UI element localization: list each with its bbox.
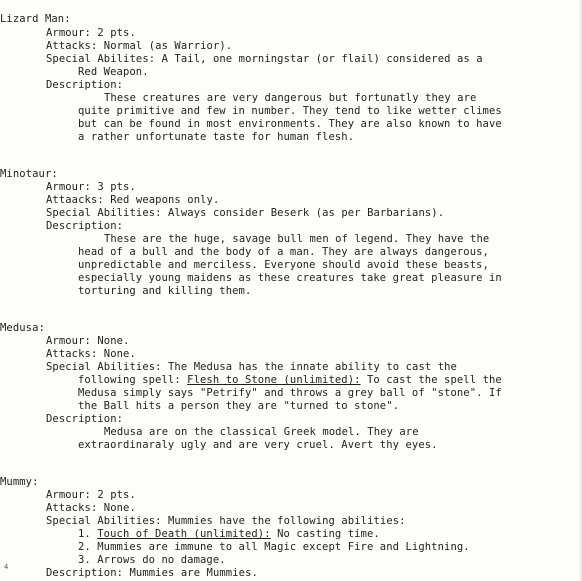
entry-title-medusa: Medusa: [0, 322, 45, 334]
lizard-man-description-line: quite primitive and few in number. They tend to like wetter climes [78, 105, 502, 117]
lizard-man-description-label: Description: [46, 79, 124, 91]
medusa-special-abilities-cont: Medusa simply says "Petrify" and throws a grey ball of "stone". If [78, 387, 502, 399]
medusa-armour: Armour: None. [46, 335, 130, 347]
lizard-man-special-abilities: Special Abilites: A Tail, one morningstar (or flail) considered as a [46, 53, 483, 65]
minotaur-special-abilities: Special Abilities: Always consider Beserk (as per Barbarians). [46, 207, 445, 219]
mummy-armour: Armour: 2 pts. [46, 489, 136, 501]
medusa-spell-suffix: To cast the spell the [360, 374, 502, 386]
minotaur-description-label: Description: [46, 220, 124, 232]
mummy-ability-suffix: No casting time. [270, 528, 380, 540]
minotaur-description-line: These are the huge, savage bull men of legend. They have the [104, 233, 490, 245]
lizard-man-description-line: but can be found in most environments. They are also known to have [78, 118, 502, 130]
medusa-description-line: extraordinaraly ugly and are very cruel. Avert thy eyes. [78, 439, 438, 451]
medusa-special-abilities-cont: the Ball hits a person they are "turned to stone". [78, 400, 400, 412]
minotaur-description-line: torturing and killing them. [78, 285, 252, 297]
mummy-attacks: Attacks: None. [46, 502, 136, 514]
lizard-man-description-line: a rather unfortunate taste for human flesh. [78, 131, 355, 143]
mummy-description: Description: Mummies are Mummies. [46, 567, 258, 579]
minotaur-description-line: especially young maidens as these creatures take great pleasure in [78, 272, 502, 284]
medusa-special-abilities: Special Abilities: The Medusa has the innate ability to cast the [46, 361, 457, 373]
lizard-man-armour: Armour: 2 pts. [46, 27, 136, 39]
mummy-ability-item: 3. Arrows do no damage. [78, 554, 226, 566]
minotaur-description-line: unpredictable and merciless. Everyone should avoid these beasts, [78, 259, 489, 271]
medusa-special-abilities-spell-line [78, 374, 502, 387]
entry-title-mummy: Mummy: [0, 476, 39, 488]
medusa-description-line: Medusa are on the classical Greek model. They are [104, 426, 419, 438]
lizard-man-special-abilities-cont: Red Weapon. [78, 66, 149, 78]
entry-title-lizard-man: Lizard Man: [0, 13, 71, 25]
minotaur-armour: Armour: 3 pts. [46, 181, 136, 193]
medusa-attacks: Attacks: None. [46, 348, 136, 360]
entry-title-minotaur: Minotaur: [0, 168, 58, 180]
lizard-man-attacks: Attacks: Normal (as Warrior). [46, 40, 233, 52]
mummy-ability-number: 1. [78, 528, 98, 540]
minotaur-attacks: Attaacks: Red weapons only. [46, 194, 220, 206]
medusa-spell-prefix: following spell: [78, 374, 188, 386]
lizard-man-description-line: These creatures are very dangerous but fortunatly they are [104, 92, 477, 104]
mummy-special-abilities: Special Abilities: Mummies have the following abilities: [46, 515, 406, 527]
mummy-ability-item: 2. Mummies are immune to all Magic except Fire and Lightning. [78, 541, 470, 553]
mummy-ability-item [78, 528, 380, 541]
medusa-description-label: Description: [46, 413, 124, 425]
minotaur-description-line: head of a bull and the body of a man. They are always dangerous, [78, 246, 489, 258]
medusa-spell-name: Flesh to Stone (unlimited): [187, 374, 361, 386]
page-mark: 4 [4, 563, 9, 571]
mummy-ability-spell-name: Touch of Death (unlimited): [97, 528, 271, 540]
